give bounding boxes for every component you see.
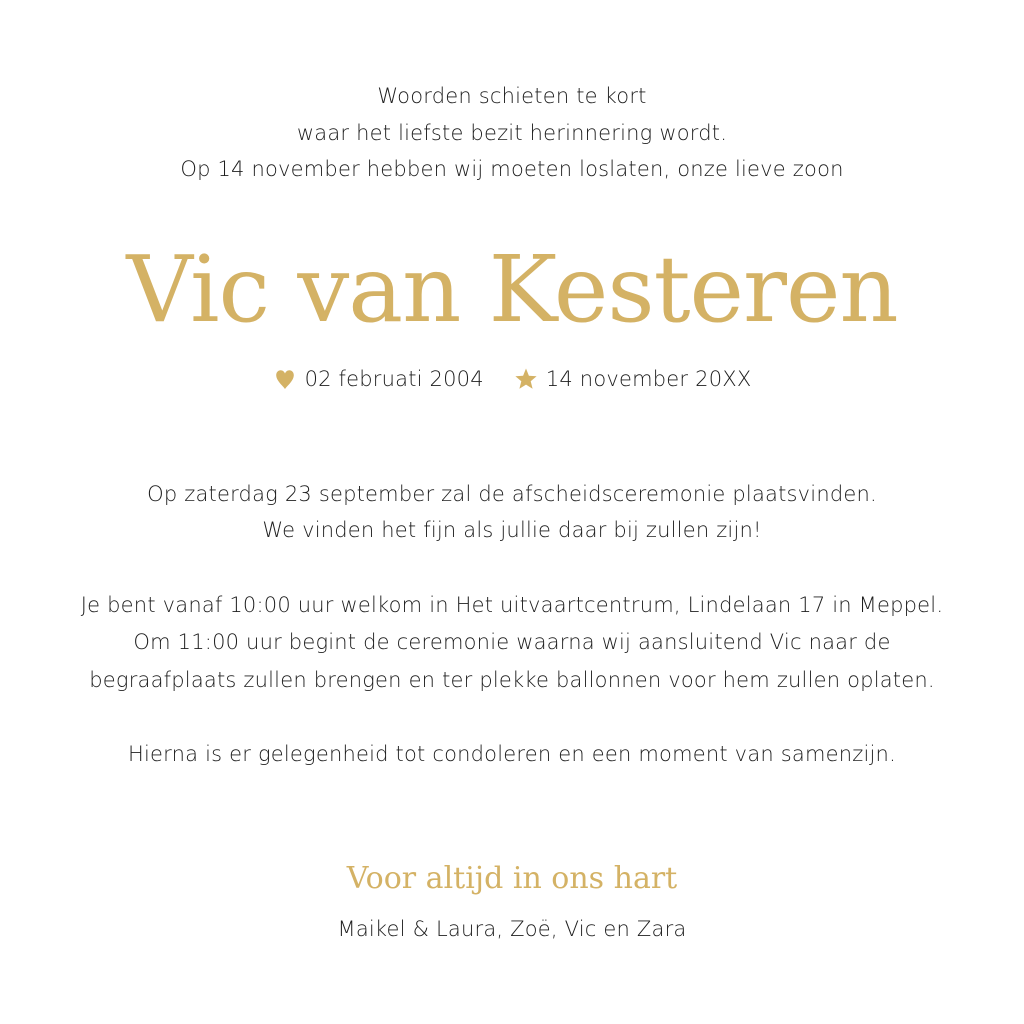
- ceremony-line-2: We vinden het fijn als jullie daar bij zullen zijn!: [262, 518, 762, 542]
- birth-date: [273, 367, 484, 391]
- birth-date-text: 02 februati 2004: [304, 366, 484, 391]
- star-icon: [514, 367, 538, 391]
- details-line-2: Om 11:00 uur begint de ceremonie waarna wij aansluitend Vic naar de: [133, 630, 891, 654]
- deceased-name: Vic van Kesteren: [126, 236, 898, 343]
- condolence-line: Hierna is er gelegenheid tot condoleren en een moment van samenzijn.: [128, 742, 896, 766]
- intro-line-3: Op 14 november hebben wij moeten loslaten, onze lieve zoon: [180, 157, 844, 181]
- ceremony-line-1: Op zaterdag 23 september zal de afscheidsceremonie plaatsvinden.: [147, 482, 877, 506]
- heart-icon: [273, 367, 297, 391]
- details-line-1: Je bent vanaf 10:00 uur welkom in Het uitvaartcentrum, Lindelaan 17 in Meppel.: [80, 593, 944, 617]
- details-line-3: begraafplaats zullen brengen en ter plekke ballonnen voor hem zullen oplaten.: [89, 668, 935, 692]
- death-date-text: 14 november 20XX: [545, 366, 752, 391]
- intro-line-1: Woorden schieten te kort: [377, 84, 647, 108]
- life-dates: [0, 367, 1024, 391]
- signers-line: Maikel & Laura, Zoë, Vic en Zara: [337, 917, 687, 941]
- death-date: [514, 367, 752, 391]
- intro-line-2: waar het liefste bezit herinnering wordt.: [296, 121, 728, 145]
- closing-phrase: Voor altijd in ons hart: [346, 861, 678, 896]
